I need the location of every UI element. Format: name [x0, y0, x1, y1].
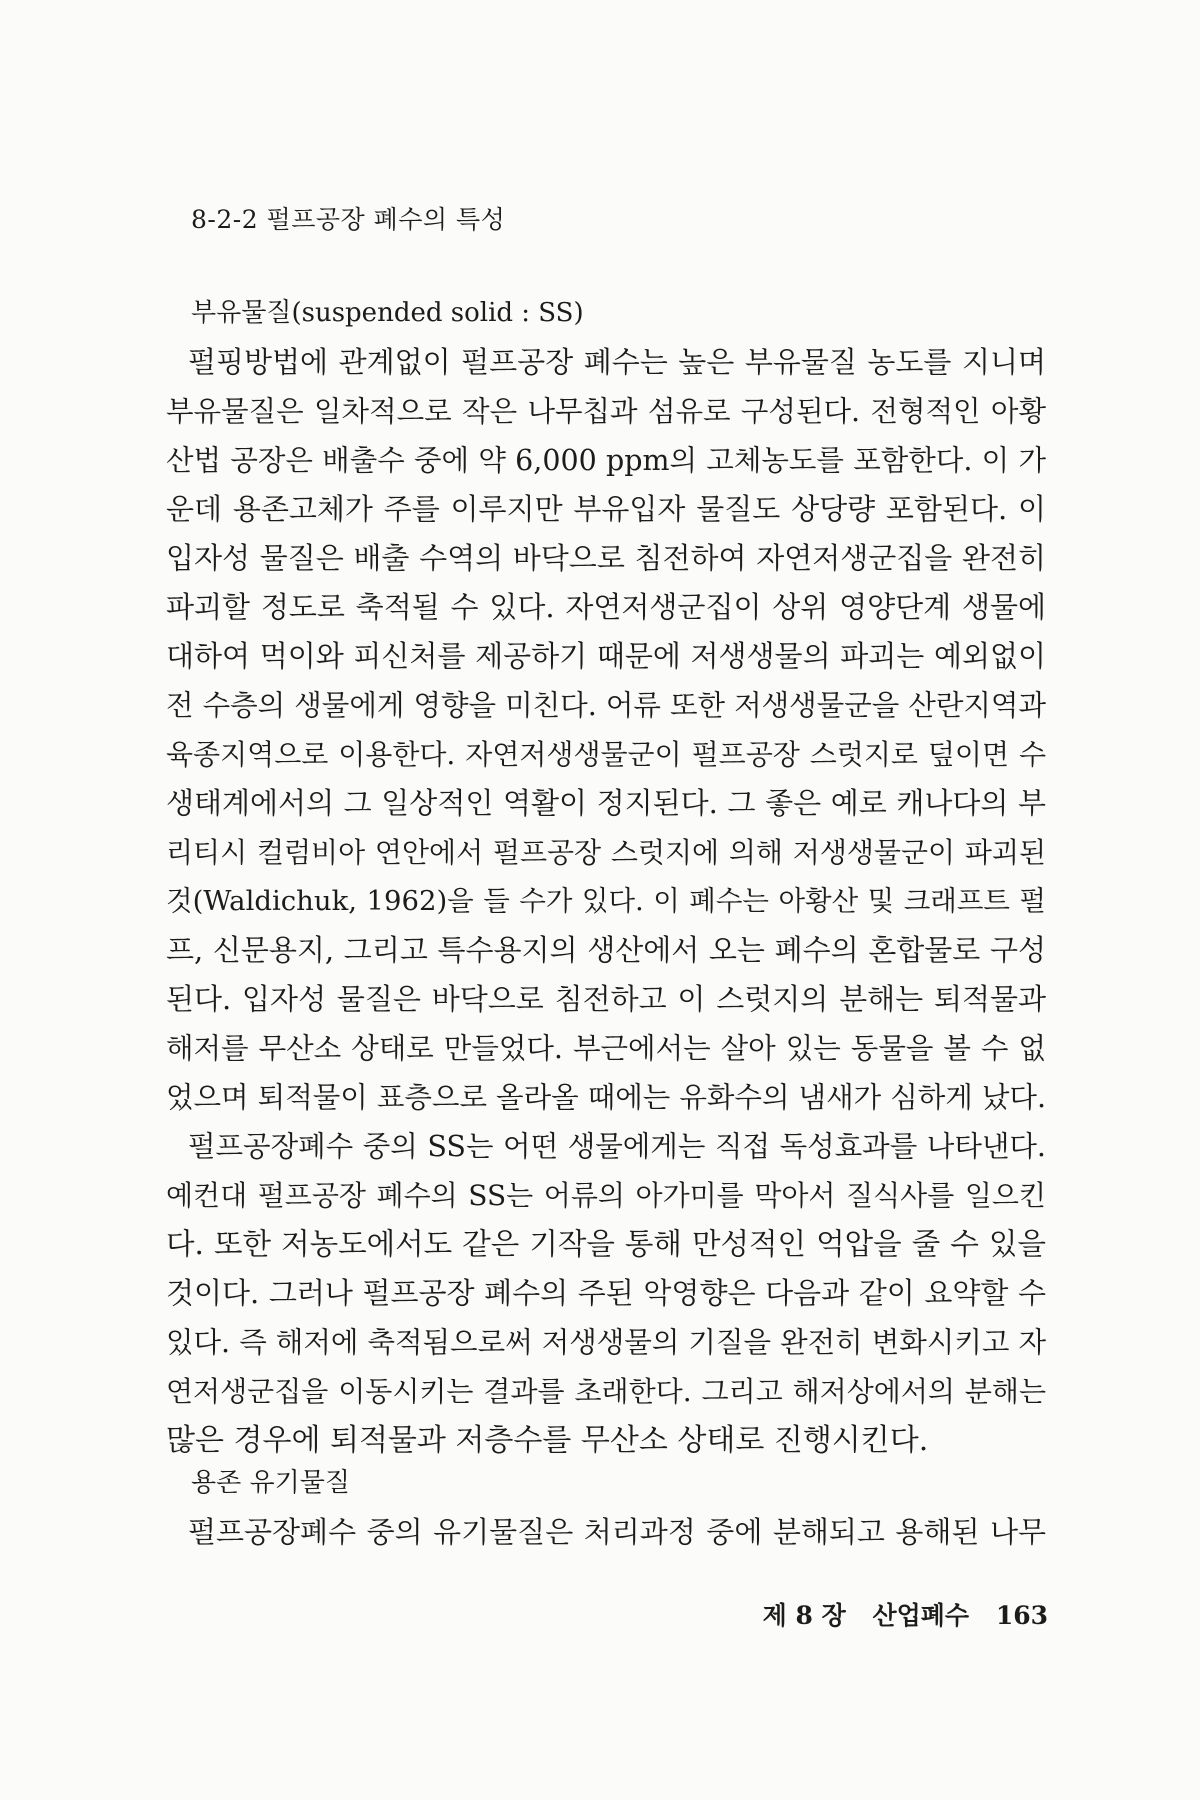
text-line: 부유물질은 일차적으로 작은 나무칩과 섬유로 구성된다. 전형적인 아황 — [166, 395, 1046, 428]
footer-title: 산업폐수 — [872, 1601, 970, 1630]
text-line: 대하여 먹이와 피신처를 제공하기 때문에 저생생물의 파괴는 예외없이 — [166, 639, 1046, 673]
text-line: 많은 경우에 퇴적물과 저층수를 무산소 상태로 진행시킨다. — [166, 1423, 929, 1458]
text-line: 해저를 무산소 상태로 만들었다. 부근에서는 살아 있는 동물을 볼 수 없 — [166, 1032, 1046, 1065]
text-line: 된다. 입자성 물질은 바닥으로 침전하고 이 스럿지의 분해는 퇴적물과 — [166, 982, 1046, 1016]
subsection-heading-suspended-solid: 부유물질(suspended solid : SS) — [191, 298, 584, 328]
text-line: 산법 공장은 배출수 중에 약 6,000 ppm의 고체농도를 포함한다. 이 가 — [166, 444, 1046, 477]
dissolved-organic-paragraphs — [166, 1508, 1046, 1557]
text-line: 펄프공장폐수 중의 유기물질은 처리과정 중에 분해되고 용해된 나무 — [188, 1515, 1046, 1549]
page-number: 163 — [995, 1601, 1048, 1630]
text-line: 예컨대 펄프공장 폐수의 SS는 어류의 아가미를 막아서 질식사를 일으킨 — [166, 1179, 1046, 1212]
section-heading: 8-2-2 펄프공장 폐수의 특성 — [191, 205, 506, 234]
text-line: 육종지역으로 이용한다. 자연저생생물군이 펄프공장 스럿지로 덮이면 수 — [166, 738, 1046, 771]
text-line: 다. 또한 저농도에서도 같은 기작을 통해 만성적인 억압을 줄 수 있을 — [166, 1227, 1046, 1261]
suspended-solid-paragraphs — [166, 338, 1046, 1465]
text-line: 있다. 즉 해저에 축적됨으로써 저생생물의 기질을 완전히 변화시키고 자 — [166, 1326, 1046, 1359]
text-line: 연저생군집을 이동시키는 결과를 초래한다. 그리고 해저상에서의 분해는 — [166, 1375, 1046, 1408]
text-line: 프, 신문용지, 그리고 특수용지의 생산에서 오는 폐수의 혼합물로 구성 — [166, 933, 1046, 967]
text-line: 파괴할 정도로 축적될 수 있다. 자연저생군집이 상위 영양단계 생물에 — [166, 590, 1046, 624]
page-footer — [700, 1596, 1048, 1632]
text-line: 생태계에서의 그 일상적인 역활이 정지된다. 그 좋은 예로 캐나다의 부 — [166, 786, 1046, 820]
text-line: 펄프공장폐수 중의 SS는 어떤 생물에게는 직접 독성효과를 나타낸다. — [188, 1130, 1046, 1163]
text-line: 입자성 물질은 배출 수역의 바닥으로 침전하여 자연저생군집을 완전히 — [166, 541, 1046, 575]
text-line: 전 수층의 생물에게 영향을 미친다. 어류 또한 저생생물군을 산란지역과 — [166, 689, 1046, 722]
subsection-heading-dissolved-organic: 용존 유기물질 — [191, 1468, 350, 1498]
text-line: 것(Waldichuk, 1962)을 들 수가 있다. 이 폐수는 아황산 및 크래프트 펄 — [166, 885, 1046, 917]
text-line: 펄핑방법에 관계없이 펄프공장 폐수는 높은 부유물질 농도를 지니며 — [188, 345, 1046, 379]
text-line: 리티시 컬럼비아 연안에서 펄프공장 스럿지에 의해 저생생물군이 파괴된 — [166, 836, 1046, 869]
footer-chapter: 제 8 장 — [762, 1601, 846, 1630]
text-line: 운데 용존고체가 주를 이루지만 부유입자 물질도 상당량 포함된다. 이 — [166, 492, 1046, 526]
text-line: 것이다. 그러나 펄프공장 폐수의 주된 악영향은 다음과 같이 요약할 수 — [166, 1276, 1046, 1310]
text-line: 었으며 퇴적물이 표층으로 올라올 때에는 유화수의 냄새가 심하게 났다. — [166, 1081, 1046, 1114]
